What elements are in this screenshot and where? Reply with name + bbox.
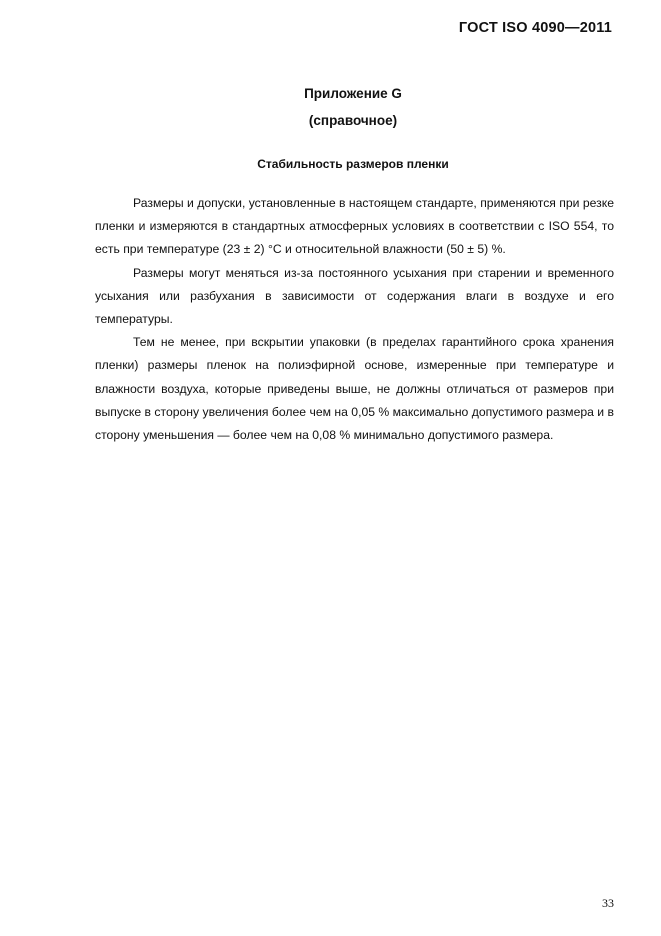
annex-type: (справочное) [308,113,398,128]
paragraph: Размеры могут меняться из-за постоянного усыхания при старении и временного усыхания или разбухания в зависимости от содержания влаги в воздухе и его температуры. [95,265,614,327]
standard-code: ГОСТ ISO 4090—2011 [458,20,612,36]
paragraph: Размеры и допуски, установленные в настоящем стандарте, применяются при резке пленки и измеряются в стандартных атмосферных условиях в соответствии с ISO 554, то есть при температуре (23 ± 2) °С и относительной влажности (50 ± 5) %. [95,196,614,257]
body-text [95,192,614,447]
annex-title: Приложение G [304,86,402,101]
section-title: Стабильность размеров пленки [257,157,449,171]
page-number: 33 [602,896,614,910]
annex-heading [0,80,661,134]
paragraph: Тем не менее, при вскрытии упаковки (в пределах гарантийного срока хранения пленки) размеры пленок на полиэфирной основе, измеренные при температуре и влажности воздуха, которые приведены выше, не должны отличаться от размеров при выпуске в сторону увеличения более чем на 0,05 % максимально допустимого размера и в сторону уменьшения — более чем на 0,08 % минимально допустимого размера. [95,335,614,443]
